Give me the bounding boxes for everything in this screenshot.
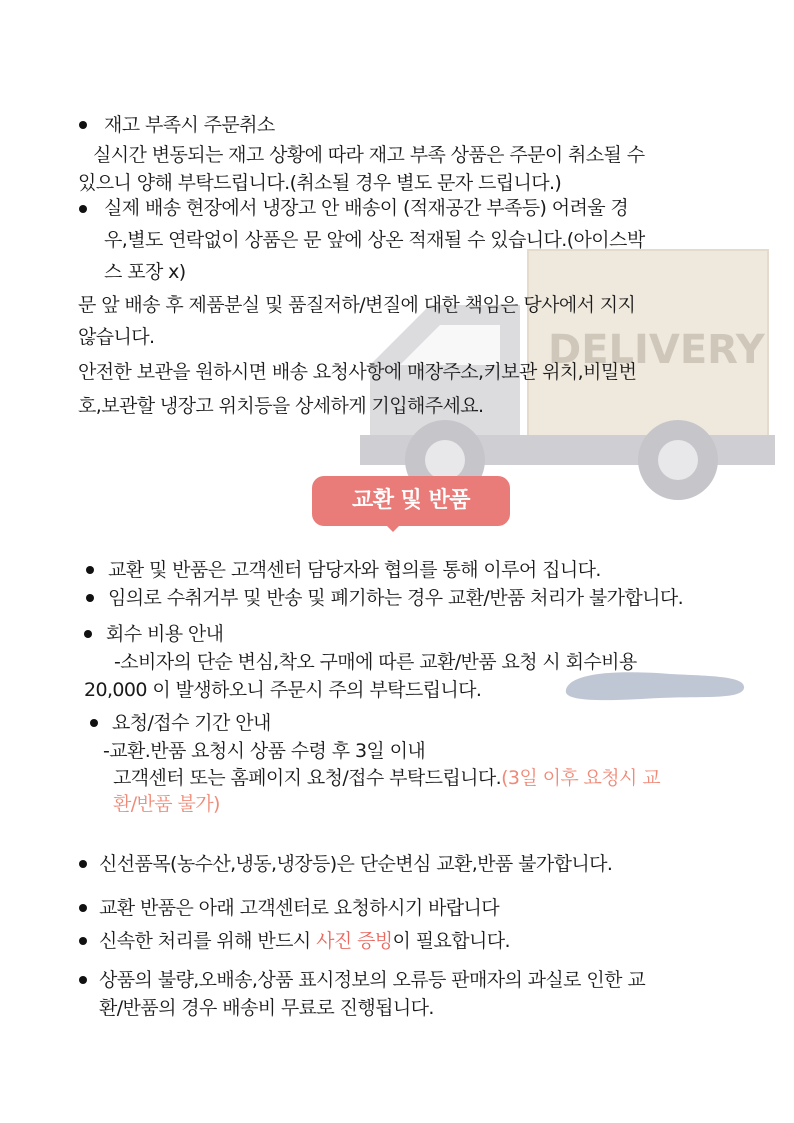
return-consult-text: 교환 및 반품은 고객센터 담당자와 협의를 통해 이루어 집니다. (108, 559, 601, 581)
storage-request-notice: 안전한 보관을 원하시면 배송 요청사항에 매장주소,키보관 위치,비밀번 (78, 361, 637, 383)
pickup-fee-text: -소비자의 단순 변심,착오 구매에 따른 교환/반품 요청 시 회수비용 (114, 651, 637, 673)
out-of-stock-title: 재고 부족시 주문취소 (104, 114, 275, 136)
request-period-text: 고객센터 또는 홈페이지 요청/접수 부탁드립니다.(3일 이후 요청시 교 (113, 767, 660, 789)
bullet-icon (79, 121, 87, 129)
request-period-title: 요청/접수 기간 안내 (112, 712, 271, 734)
pickup-fee-title: 회수 비용 안내 (106, 623, 224, 645)
out-of-stock-text: 실시간 변동되는 재고 상황에 따라 재고 부족 상품은 주문이 취소될 수 (93, 144, 645, 166)
free-shipping-notice: 상품의 불량,오배송,상품 표시정보의 오류등 판매자의 과실로 인한 교 (99, 969, 646, 991)
request-period-text: -교환.반품 요청시 상품 수령 후 3일 이내 (103, 740, 426, 762)
delivery-watermark: DELIVERY (548, 327, 765, 373)
bullet-icon (86, 594, 94, 602)
badge-pointer (385, 524, 401, 532)
bullet-icon (86, 566, 94, 574)
section-title: 교환 및 반품 (351, 488, 471, 513)
bullet-icon (90, 719, 98, 727)
liability-notice: 않습니다. (78, 326, 155, 348)
customer-center-notice: 교환 반품은 아래 고객센터로 요청하시기 바랍니다 (99, 897, 500, 919)
fridge-delivery-text: 스 포장 x) (104, 261, 186, 283)
photo-proof-notice: 신속한 처리를 위해 반드시 사진 증빙이 필요합니다. (99, 930, 510, 952)
pickup-fee-text: 20,000 이 발생하오니 주문시 주의 부탁드립니다. (84, 679, 482, 701)
deadline-warning: (3일 이후 요청시 교 (501, 767, 660, 789)
bullet-icon (79, 937, 87, 945)
refusal-notice: 임의로 수취거부 및 반송 및 폐기하는 경우 교환/반품 처리가 불가합니다. (108, 587, 684, 609)
storage-request-notice: 호,보관할 냉장고 위치등을 상세하게 기입해주세요. (78, 395, 484, 417)
fridge-delivery-text: 실제 배송 현장에서 냉장고 안 배송이 (적재공간 부족등) 어려울 경 (104, 197, 629, 219)
bullet-icon (84, 630, 92, 638)
free-shipping-notice: 환/반품의 경우 배송비 무료로 진행됩니다. (99, 997, 434, 1019)
liability-notice: 문 앞 배송 후 제품분실 및 품질저하/변질에 대한 책임은 당사에서 지지 (78, 294, 636, 316)
section-badge (312, 476, 510, 526)
bullet-icon (79, 205, 87, 213)
deadline-warning: 환/반품 불가) (113, 793, 220, 815)
bullet-icon (79, 904, 87, 912)
fresh-goods-notice: 신선품목(농수산,냉동,냉장등)은 단순변심 교환,반품 불가합니다. (99, 853, 613, 875)
bullet-icon (79, 976, 87, 984)
fridge-delivery-text: 우,별도 연락없이 상품은 문 앞에 상온 적재될 수 있습니다.(아이스박 (104, 229, 645, 251)
photo-proof-highlight: 사진 증빙 (316, 930, 393, 952)
out-of-stock-text: 있으니 양해 부탁드립니다.(취소될 경우 별도 문자 드립니다.) (78, 172, 562, 194)
bullet-icon (79, 860, 87, 868)
